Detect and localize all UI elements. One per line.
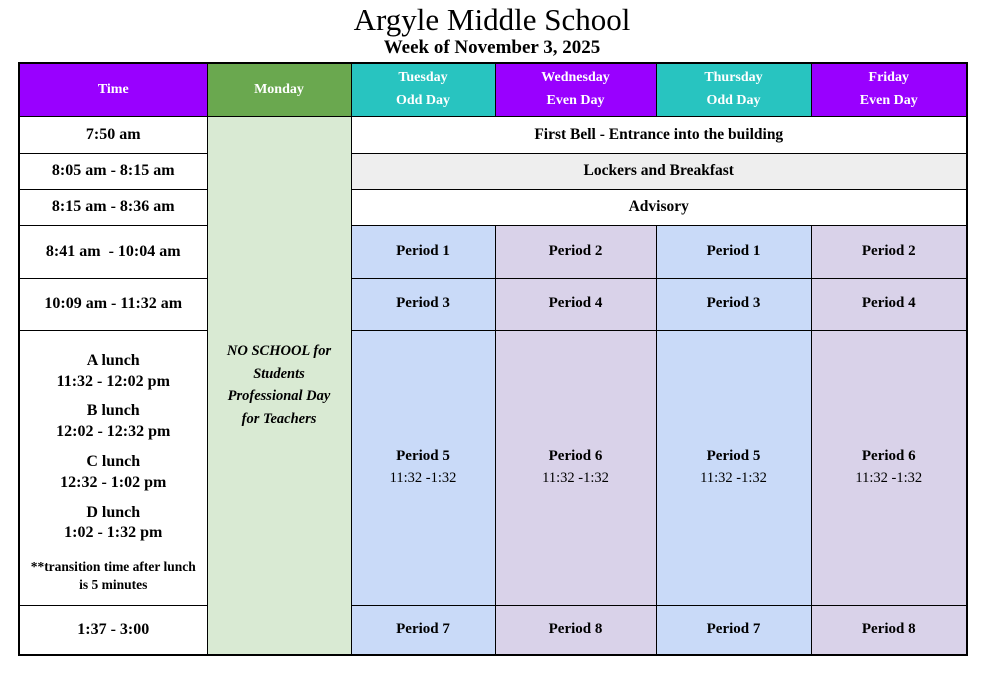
schedule-table <box>18 62 968 656</box>
row-block1 <box>19 225 967 278</box>
lunch-group-b <box>20 401 207 443</box>
monday-no-school-cell <box>207 116 351 655</box>
lunch-name: C lunch <box>86 453 141 471</box>
header-thursday-type: Odd Day <box>706 92 761 108</box>
period-label: Period 6 <box>861 448 916 465</box>
period-label: Period 6 <box>548 448 603 465</box>
period-cell-fri-4: Period 8 <box>811 605 967 655</box>
row-block4 <box>19 605 967 655</box>
row-lockers <box>19 153 967 189</box>
monday-note-line: for Teachers <box>241 410 317 427</box>
time-cell-advisory: 8:15 am - 8:36 am <box>19 189 207 225</box>
lunch-time: 11:32 - 12:02 pm <box>56 372 170 390</box>
row-block2 <box>19 278 967 330</box>
period-cell-tue-1: Period 1 <box>351 225 495 278</box>
header-time: Time <box>19 63 207 116</box>
time-cell-lockers: 8:05 am - 8:15 am <box>19 153 207 189</box>
period-cell-wed-3 <box>495 330 656 605</box>
row-advisory <box>19 189 967 225</box>
lunch-time: 1:02 - 1:32 pm <box>64 524 163 542</box>
period-cell-tue-4: Period 7 <box>351 605 495 655</box>
header-friday-day: Friday <box>868 70 909 86</box>
lunch-name: A lunch <box>86 351 140 369</box>
period-time: 11:32 -1:32 <box>542 469 609 486</box>
period-time: 11:32 -1:32 <box>700 469 767 486</box>
period-cell-fri-2: Period 4 <box>811 278 967 330</box>
header-thursday <box>656 63 811 116</box>
header-thursday-day: Thursday <box>704 70 763 86</box>
header-monday: Monday <box>207 63 351 116</box>
header-row <box>19 63 967 116</box>
advisory-cell: Advisory <box>351 189 967 225</box>
header-tuesday <box>351 63 495 116</box>
period-cell-thu-2: Period 3 <box>656 278 811 330</box>
lunch-group-d <box>20 503 207 545</box>
lunch-name: D lunch <box>86 503 141 521</box>
period-cell-tue-3 <box>351 330 495 605</box>
period-cell-wed-4: Period 8 <box>495 605 656 655</box>
header-friday <box>811 63 967 116</box>
time-cell-block4: 1:37 - 3:00 <box>19 605 207 655</box>
lunch-times-cell <box>19 330 207 605</box>
time-cell-block2: 10:09 am - 11:32 am <box>19 278 207 330</box>
lunch-time: 12:32 - 1:02 pm <box>60 473 167 491</box>
page-title: Argyle Middle School <box>353 2 631 37</box>
monday-note-line: Professional Day <box>227 388 331 405</box>
monday-note-line: Students <box>253 365 305 382</box>
monday-note-line: NO SCHOOL for <box>226 343 332 360</box>
period-cell-thu-3 <box>656 330 811 605</box>
period-cell-thu-4: Period 7 <box>656 605 811 655</box>
row-lunch-block <box>19 330 967 605</box>
header-wednesday <box>495 63 656 116</box>
lunch-name: B lunch <box>86 402 140 420</box>
period-cell-wed-1: Period 2 <box>495 225 656 278</box>
period-label: Period 5 <box>706 448 761 465</box>
header-friday-type: Even Day <box>859 92 918 108</box>
header-wednesday-type: Even Day <box>546 92 605 108</box>
period-cell-wed-2: Period 4 <box>495 278 656 330</box>
period-time: 11:32 -1:32 <box>855 469 923 486</box>
period-time: 11:32 -1:32 <box>389 469 457 486</box>
lunch-group-c <box>20 452 207 494</box>
period-label: Period 5 <box>396 448 450 465</box>
lockers-breakfast-cell: Lockers and Breakfast <box>351 153 967 189</box>
time-cell-first-bell: 7:50 am <box>19 116 207 153</box>
row-first-bell <box>19 116 967 153</box>
first-bell-cell: First Bell - Entrance into the building <box>351 116 967 153</box>
lunch-time: 12:02 - 12:32 pm <box>56 423 171 441</box>
period-cell-thu-1: Period 1 <box>656 225 811 278</box>
lunch-transition-note: **transition time after lunch is 5 minutes <box>30 559 196 592</box>
period-cell-fri-1: Period 2 <box>811 225 967 278</box>
header-tuesday-day: Tuesday <box>398 70 448 86</box>
period-cell-fri-3 <box>811 330 967 605</box>
schedule-page <box>0 1 984 656</box>
lunch-group-a <box>20 351 207 393</box>
page-subtitle: Week of November 3, 2025 <box>383 37 601 59</box>
period-cell-tue-2: Period 3 <box>351 278 495 330</box>
time-cell-block1: 8:41 am - 10:04 am <box>19 225 207 278</box>
header-wednesday-day: Wednesday <box>541 70 610 86</box>
header-tuesday-type: Odd Day <box>395 92 451 108</box>
